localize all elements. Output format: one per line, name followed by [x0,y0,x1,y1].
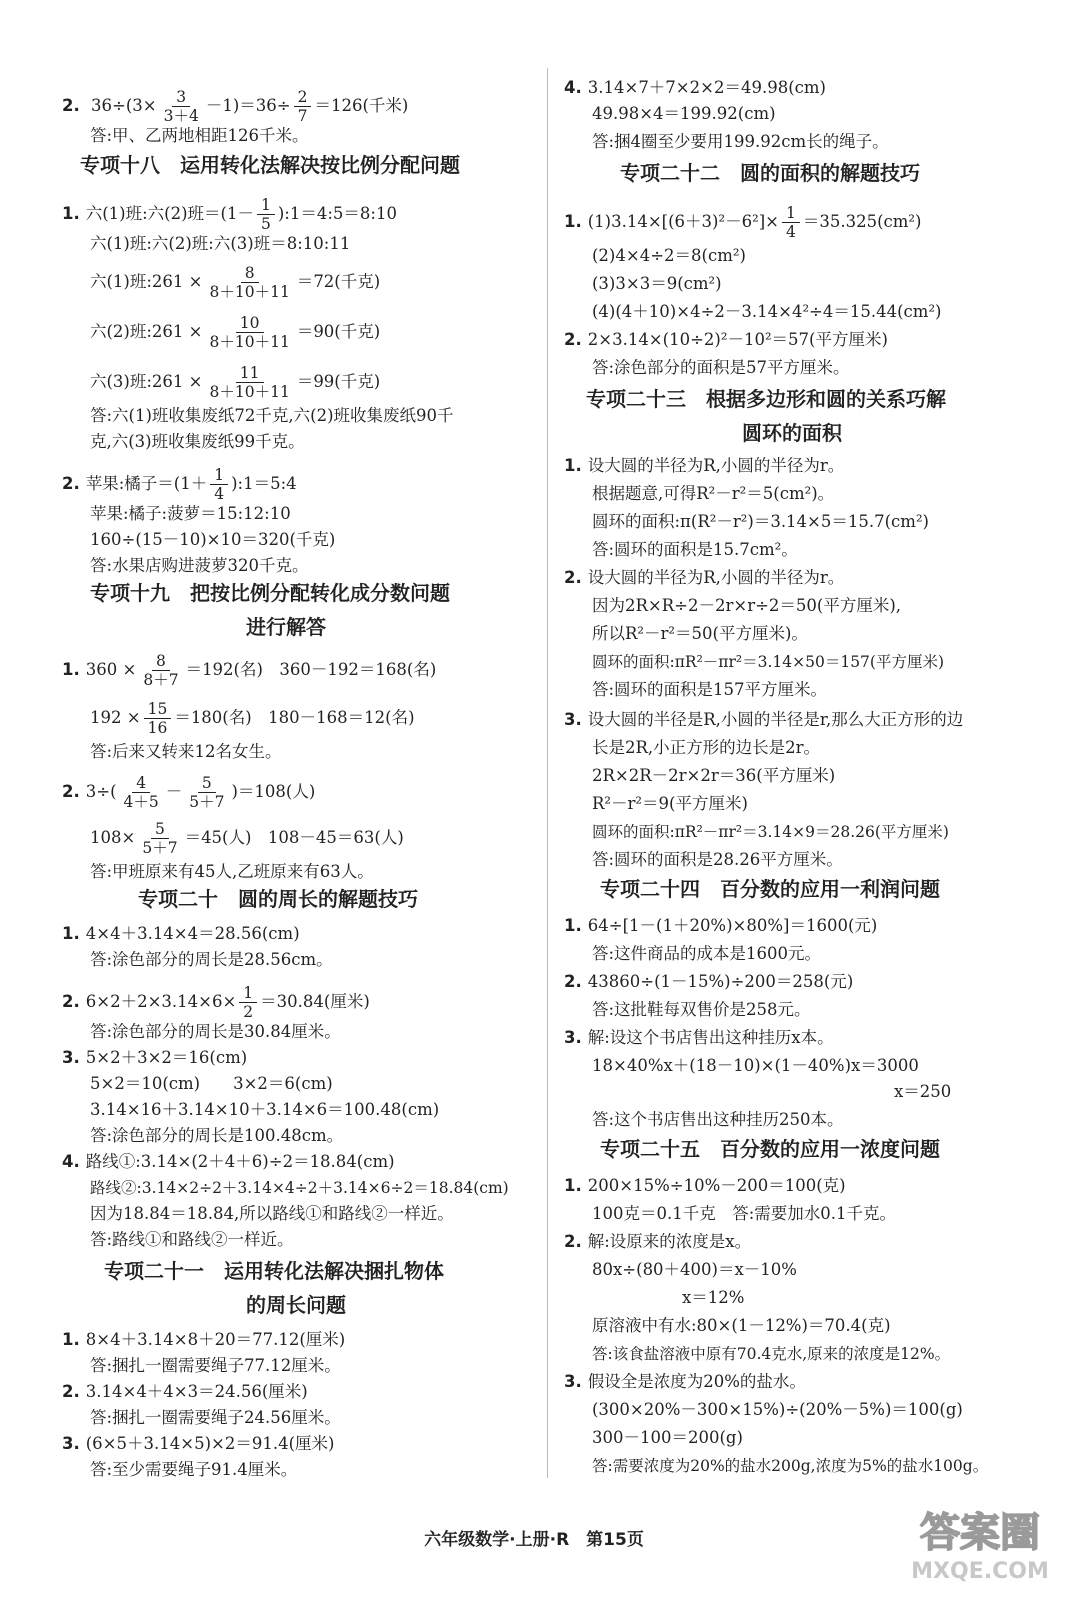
answer-line: 2. 3.14×4＋4×3＝24.56(厘米) [62,1382,308,1401]
answer-line: 2. 36÷(3× $\frac{3}{3+4}$ －1)＝36÷ $\frac{2}{7}$ ＝126(千米) [62,88,409,125]
answer-line: 答:甲、乙两地相距126千米。 [90,126,309,145]
answer-line: 3. 5×2＋3×2＝16(cm) [62,1048,248,1067]
answer-line: 192 × $\frac{15}{16}$ ＝180(名) 180－168＝12(名) [90,700,415,737]
column-divider [547,68,548,1478]
answer-line: 答:涂色部分的周长是30.84厘米。 [90,1022,341,1041]
answer-line: 2R×2R－2r×2r＝36(平方厘米) [592,766,836,785]
answer-line: (3)3×3＝9(cm²) [592,274,722,293]
answer-line: 3. 假设全是浓度为20%的盐水。 [564,1372,806,1391]
answer-line: 3. 解:设这个书店售出这种挂历x本。 [564,1028,834,1047]
answer-line: 原溶液中有水:80×(1－12%)＝70.4(克) [592,1316,891,1335]
answer-line: 1. 360 × $\frac{8}{8+7}$ ＝192(名) 360－192＝168(名) [62,652,437,689]
answer-line: 答:这件商品的成本是1600元。 [592,944,822,963]
answer-line: 答:涂色部分的面积是57平方厘米。 [592,358,850,377]
answer-line: 1. 64÷[1－(1＋20%)×80%]＝1600(元) [564,916,878,935]
answer-line: 答:圆环的面积是28.26平方厘米。 [592,850,843,869]
answer-line: 3.14×16＋3.14×10＋3.14×6＝100.48(cm) [90,1100,440,1119]
answer-line: 1. 六(1)班:六(2)班＝(1－ $\frac{1}{5}$ ):1＝4:5＝8:10 [62,196,397,233]
answer-line: 1. (1)3.14×[(6＋3)²－6²]× $\frac{1}{4}$ ＝35.325(cm²) [564,204,922,241]
section-heading-20: 专项二十 圆的周长的解题技巧 [138,887,418,911]
answer-line: 答:圆环的面积是157平方厘米。 [592,680,828,699]
answer-line: 答:路线①和路线②一样近。 [90,1230,294,1249]
answer-line: 4. 3.14×7＋7×2×2＝49.98(cm) [564,78,826,97]
answer-line: 2. 设大圆的半径为R,小圆的半径为r。 [564,568,845,587]
answer-line: 圆环的面积:πR²－πr²＝3.14×9＝28.26(平方厘米) [592,823,949,841]
answer-line: 圆环的面积:π(R²－r²)＝3.14×5＝15.7(cm²) [592,512,929,531]
answer-line: 答:捆4圈至少要用199.92cm长的绳子。 [592,132,889,151]
answer-line: 49.98×4＝199.92(cm) [592,104,776,123]
answer-line: 答:这批鞋每双售价是258元。 [592,1000,811,1019]
answer-line: 因为2R×R÷2－2r×r÷2＝50(平方厘米), [592,596,902,615]
answer-line: 六(3)班:261 × $\frac{11}{8+10+11}$ ＝99(千克) [90,364,381,401]
answer-line: 答:甲班原来有45人,乙班原来有63人。 [90,862,374,881]
section-heading-18: 专项十八 运用转化法解决按比例分配问题 [80,153,460,177]
answer-line: 5×2＝10(cm) 3×2＝6(cm) [90,1074,333,1093]
answer-line: 4. 路线①:3.14×(2＋4＋6)÷2＝18.84(cm) [62,1152,395,1171]
answer-line: 18×40%x＋(18－10)×(1－40%)x＝3000 [592,1056,919,1075]
answer-line: 路线②:3.14×2÷2＋3.14×4÷2＋3.14×6÷2＝18.84(cm) [90,1179,509,1197]
answer-line: 1. 8×4＋3.14×8＋20＝77.12(厘米) [62,1330,346,1349]
watermark-url: MXQE.COM [911,1559,1049,1584]
answer-line: 1. 设大圆的半径为R,小圆的半径为r。 [564,456,845,475]
answer-line: 1. 4×4＋3.14×4＝28.56(cm) [62,924,300,943]
answer-line: 3. 设大圆的半径是R,小圆的半径是r,那么大正方形的边 [564,710,964,729]
answer-line: x＝250 [894,1082,952,1101]
watermark-logo [905,1498,1055,1588]
answer-line: 2. 6×2＋2×3.14×6× $\frac{1}{2}$ ＝30.84(厘米) [62,984,370,1021]
answer-line: 300－100＝200(g) [592,1428,743,1447]
answer-line: 答:涂色部分的周长是100.48cm。 [90,1126,344,1145]
answer-line: 圆环的面积:πR²－πr²＝3.14×50＝157(平方厘米) [592,653,945,671]
answer-line: 1. 200×15%÷10%－200＝100(克) [564,1176,846,1195]
answer-line: 答:后来又转来12名女生。 [90,742,282,761]
answer-line: (4)(4＋10)×4÷2－3.14×4²÷4＝15.44(cm²) [592,302,942,321]
answer-line: 长是2R,小正方形的边长是2r。 [592,738,821,757]
answer-line: 答:捆扎一圈需要绳子77.12厘米。 [90,1356,341,1375]
answer-line: 苹果:橘子:菠萝＝15:12:10 [90,504,291,523]
answer-line: 答:该食盐溶液中原有70.4克水,原来的浓度是12%。 [592,1345,951,1363]
section-heading-24: 专项二十四 百分数的应用一利润问题 [600,877,940,901]
answer-line: 六(1)班:261 × $\frac{8}{8+10+11}$ ＝72(千克) [90,264,381,301]
answer-line: 160÷(15－10)×10＝320(千克) [90,530,336,549]
answer-line: 2. 43860÷(1－15%)÷200＝258(元) [564,972,854,991]
answer-line: 答:捆扎一圈需要绳子24.56厘米。 [90,1408,341,1427]
answer-line: 答:这个书店售出这种挂历250本。 [592,1110,844,1129]
answer-line: 答:圆环的面积是15.7cm²。 [592,540,798,559]
answer-line: (300×20%－300×15%)÷(20%－5%)＝100(g) [592,1400,963,1419]
section-heading-21: 专项二十一 运用转化法解决捆扎物体 [104,1259,444,1283]
answer-line: 2. 苹果:橘子＝(1＋ $\frac{1}{4}$ ):1＝5:4 [62,466,297,503]
section-heading-19-cont: 进行解答 [246,615,326,639]
answer-line: (2)4×4÷2＝8(cm²) [592,246,746,265]
answer-line: 2. 3÷( $\frac{4}{4+5}$ － $\frac{5}{5+7}$ )＝108(人) [62,774,316,811]
section-heading-23: 专项二十三 根据多边形和圆的关系巧解 [586,387,946,411]
answer-line: 六(1)班:六(2)班:六(3)班＝8:10:11 [90,234,351,253]
answer-line: 因为18.84＝18.84,所以路线①和路线②一样近。 [90,1204,454,1223]
answer-line: 100克＝0.1千克 答:需要加水0.1千克。 [592,1204,897,1223]
section-heading-19: 专项十九 把按比例分配转化成分数问题 [90,581,450,605]
answer-line: R²－r²＝9(平方厘米) [592,794,748,813]
answer-line: 答:至少需要绳子91.4厘米。 [90,1460,298,1479]
answer-line: 2. 2×3.14×(10÷2)²－10²＝57(平方厘米) [564,330,888,349]
answer-line: 80x÷(80＋400)＝x－10% [592,1260,797,1279]
watermark-text: 答案圈 [920,1510,1040,1556]
section-heading-25: 专项二十五 百分数的应用一浓度问题 [600,1137,940,1161]
section-heading-23-cont: 圆环的面积 [742,421,842,445]
answer-line: x＝12% [682,1288,745,1307]
answer-line: 答:六(1)班收集废纸72千克,六(2)班收集废纸90千 [90,406,454,425]
answer-line: 根据题意,可得R²－r²＝5(cm²)。 [592,484,835,503]
answer-line: 2. 解:设原来的浓度是x。 [564,1232,752,1251]
answer-line: 答:涂色部分的周长是28.56cm。 [90,950,333,969]
answer-line: 所以R²－r²＝50(平方厘米)。 [592,624,808,643]
answer-line: 克,六(3)班收集废纸99千克。 [90,432,305,451]
answer-line: 3. (6×5＋3.14×5)×2＝91.4(厘米) [62,1434,335,1453]
answer-line: 108× $\frac{5}{5+7}$ ＝45(人) 108－45＝63(人) [90,820,404,857]
section-heading-22: 专项二十二 圆的面积的解题技巧 [620,161,920,185]
page-footer: 六年级数学·上册·R 第15页 [424,1530,644,1550]
answer-line: 答:水果店购进菠萝320千克。 [90,556,309,575]
answer-line: 答:需要浓度为20%的盐水200g,浓度为5%的盐水100g。 [592,1457,989,1475]
answer-line: 六(2)班:261 × $\frac{10}{8+10+11}$ ＝90(千克) [90,314,381,351]
section-heading-21-cont: 的周长问题 [246,1293,346,1317]
